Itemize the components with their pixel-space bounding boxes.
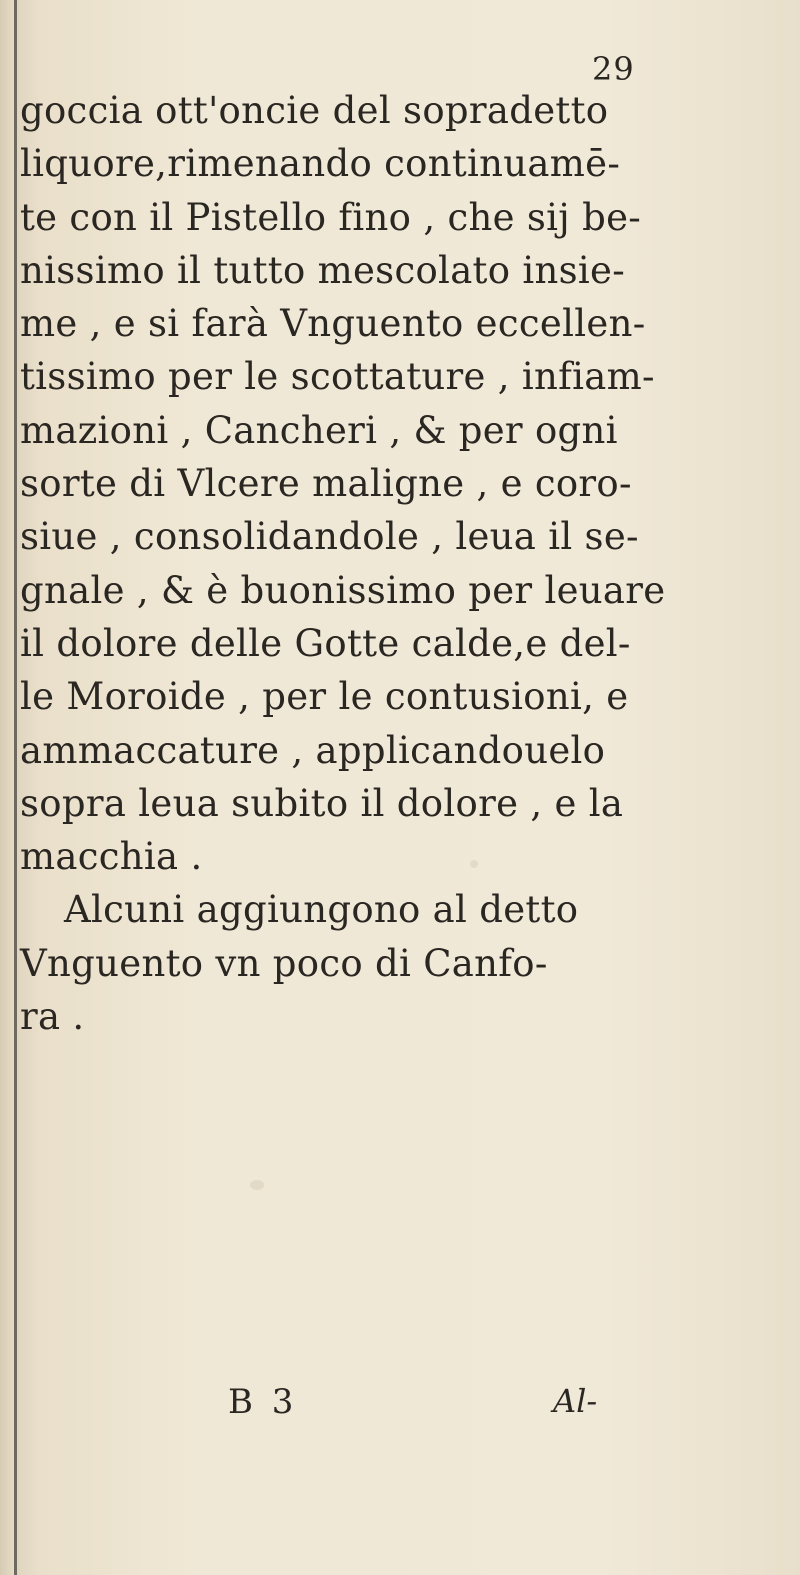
catchword: Al- (553, 1382, 598, 1420)
text-line: liquore,rimenando continuamē- (20, 142, 621, 186)
page-gutter (0, 0, 14, 1575)
body-text (20, 84, 780, 1043)
text-line: te con il Pistello fino , che sij be- (20, 195, 642, 239)
text-line: mazioni , Cancheri , & per ogni (20, 408, 618, 452)
text-line: ra . (20, 995, 85, 1039)
text-line: me , e si farà Vnguento eccellen- (20, 302, 646, 346)
text-line: macchia . (20, 835, 203, 879)
page-number: 29 (592, 50, 635, 88)
text-line: le Moroide , per le contusioni, e (20, 675, 629, 719)
signature-mark: B 3 (228, 1382, 298, 1422)
text-line: ammaccature , applicandouelo (20, 728, 606, 772)
text-line: siue , consolidandole , leua il se- (20, 515, 639, 559)
text-line: tissimo per le scottature , infiam- (20, 355, 655, 399)
text-line: nissimo il tutto mescolato insie- (20, 248, 626, 292)
paragraph-start-line: Alcuni aggiungono al detto (64, 888, 579, 932)
text-line: Vnguento vn poco di Canfo- (20, 941, 548, 985)
text-line: il dolore delle Gotte calde,e del- (20, 621, 631, 665)
paper-stain (250, 1180, 264, 1190)
text-line: goccia ott'oncie del sopradetto (20, 89, 609, 132)
text-line: gnale , & è buonissimo per leuare (20, 568, 666, 612)
text-line: sorte di Vlcere maligne , e coro- (20, 462, 632, 506)
binding-edge (14, 0, 17, 1575)
text-line: sopra leua subito il dolore , e la (20, 781, 624, 825)
